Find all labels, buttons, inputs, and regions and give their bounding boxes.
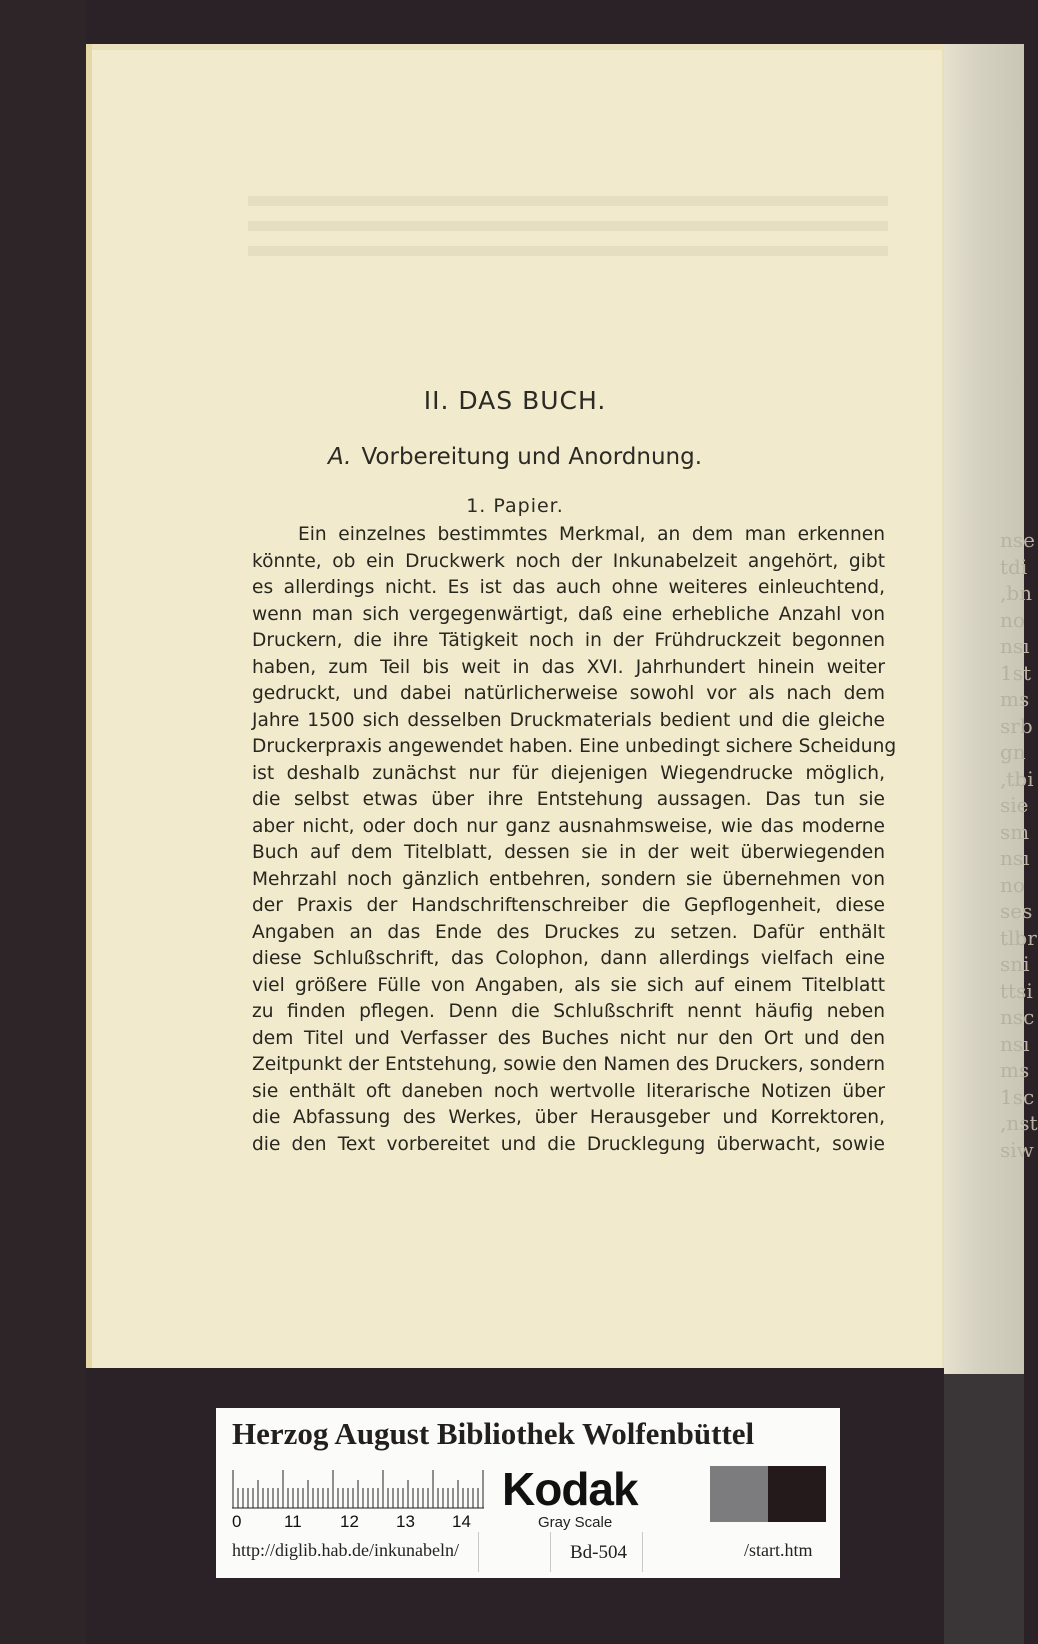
text-line: Zeitpunkt der Entstehung, sowie den Namen des Druckers, sondern [252, 1054, 885, 1075]
ruler-number: 13 [396, 1512, 415, 1531]
text-line: Druckerpraxis angewendet haben. Eine unbedingt sichere Scheidung [252, 736, 897, 757]
adjacent-page-fragment: tdi [1000, 554, 1028, 579]
text-line: Ein einzelnes bestimmtes Merkmal, an dem man erkennen [298, 524, 885, 545]
measuring-ruler [232, 1468, 486, 1510]
text-line: dem Titel und Verfasser des Buches nicht nur den Ort und den [252, 1027, 885, 1049]
text-line: aber nicht, oder doch nur ganz ausnahmsweise, wie das moderne [252, 815, 885, 837]
scan-background-left [0, 0, 86, 1644]
dark-swatch [768, 1466, 826, 1522]
text-line: viel größere Fülle von Angaben, als sie sich auf einem Titelblatt [252, 974, 885, 996]
institution-name: Herzog August Bibliothek Wolfenbüttel [232, 1416, 755, 1451]
text-line: diese Schlußschrift, das Colophon, dann allerdings vielfach eine [252, 948, 885, 969]
chapter-heading: II. DAS BUCH. [423, 386, 607, 415]
adjacent-page-edge [944, 44, 1038, 1374]
adjacent-page-fragment: nsı [1000, 1031, 1030, 1056]
adjacent-page-fragment: ‚nst [1000, 1111, 1038, 1135]
text-line: ist deshalb zunächst nur für diejenigen Wiegendrucke möglich, [252, 762, 885, 784]
text-line: haben, zum Teil bis weit in das XVI. Jahrhundert hinein weiter [252, 656, 885, 678]
text-line: zu finden pflegen. Denn die Schlußschrift nennt häufig neben [252, 1001, 885, 1022]
text-line: Angaben an das Ende des Druckes zu setzen. Dafür enthält [252, 921, 885, 943]
text-line: Druckern, die ihre Tätigkeit noch in der Frühdruckzeit begonnen [252, 630, 885, 651]
library-url: http://diglib.hab.de/inkunabeln/ [232, 1540, 459, 1560]
text-line: sie enthält oft daneben noch wertvolle literarische Notizen über [252, 1080, 885, 1102]
text-line: könnte, ob ein Druckwerk noch der Inkunabelzeit angehört, gibt [252, 550, 885, 572]
divider [642, 1532, 643, 1572]
text-line: Mehrzahl noch gänzlich entbehren, sondern sie übernehmen von [252, 868, 885, 890]
section-heading [86, 444, 944, 470]
adjacent-page-fragment: siw [1000, 1137, 1034, 1162]
adjacent-page-fragment: sm [1000, 819, 1030, 844]
text-line: wenn man sich vergegenwärtigt, daß eine erhebliche Anzahl von [252, 603, 885, 625]
ruler-number: 11 [284, 1512, 302, 1531]
kodak-logo: Kodak [502, 1463, 638, 1515]
ruler-number: 12 [340, 1512, 359, 1531]
adjacent-page-fragment: sni [1000, 952, 1030, 976]
scan-target-card [216, 1408, 840, 1578]
divider [550, 1532, 551, 1572]
text-line: die selbst etwas über ihre Entstehung aussagen. Das tun sie [252, 789, 885, 810]
adjacent-page-fragment: no [1000, 607, 1025, 632]
shelfmark: Bd-504 [570, 1542, 627, 1563]
ruler-number: 14 [452, 1512, 471, 1531]
adjacent-page-fragment: tlbr [1000, 925, 1037, 950]
adjacent-page-fragment: sie [1000, 793, 1029, 817]
divider [478, 1532, 479, 1572]
adjacent-page-fragment: ‚bn [1000, 581, 1033, 605]
text-line: die den Text vorbereitet und die Drucklegung überwacht, sowie [252, 1133, 885, 1155]
text-line: gedruckt, und dabei natürlicherweise sowohl vor als nach dem [252, 683, 885, 704]
text-line: es allerdings nicht. Es ist das auch ohne weiteres einleuchtend, [252, 577, 885, 598]
start-page-link: /start.htm [744, 1540, 813, 1560]
subsection-heading: 1. Papier. [466, 495, 564, 517]
adjacent-page-fragment: 1sc [1000, 1084, 1035, 1109]
adjacent-page-fragment: ms [1000, 687, 1030, 711]
adjacent-page-fragment: nse [1000, 528, 1035, 552]
section-title: Vorbereitung und Anordnung. [361, 444, 703, 470]
adjacent-page-fragment: nsı [1000, 846, 1030, 870]
section-letter: A. [327, 444, 352, 470]
text-line: Jahre 1500 sich desselben Druckmaterials bedient und die gleiche [252, 709, 885, 731]
body-paragraph [252, 522, 897, 1158]
show-through-text [248, 196, 888, 256]
adjacent-page-fragment: ses [1000, 899, 1033, 923]
adjacent-page-fragment: srb [1000, 713, 1033, 738]
adjacent-page-fragment: ttsi [1000, 978, 1033, 1003]
adjacent-page-fragment: nsı [1000, 634, 1030, 658]
ruler-numbers [232, 1512, 492, 1534]
text-line: die Abfassung des Werkes, über Herausgeber und Korrektoren, [252, 1107, 885, 1128]
adjacent-page-fragment: ms [1000, 1058, 1030, 1082]
adjacent-page-fragment: 1st [1000, 660, 1032, 685]
text-line: Buch auf dem Titelblatt, dessen sie in der weit überwiegenden [252, 842, 885, 863]
adjacent-page-fragment: ‚tbi [1000, 766, 1034, 791]
text-line: der Praxis der Handschriftenschreiber die Gepflogenheit, diese [252, 895, 885, 916]
adjacent-page-fragment: gn [1000, 740, 1026, 764]
gray-scale-label: Gray Scale [538, 1514, 613, 1531]
scan-background-right [944, 1374, 1024, 1644]
adjacent-page-fragment: nsc [1000, 1005, 1035, 1029]
adjacent-page-fragment: no [1000, 872, 1025, 897]
ruler-number: 0 [232, 1512, 242, 1531]
gray-swatch [710, 1466, 768, 1522]
